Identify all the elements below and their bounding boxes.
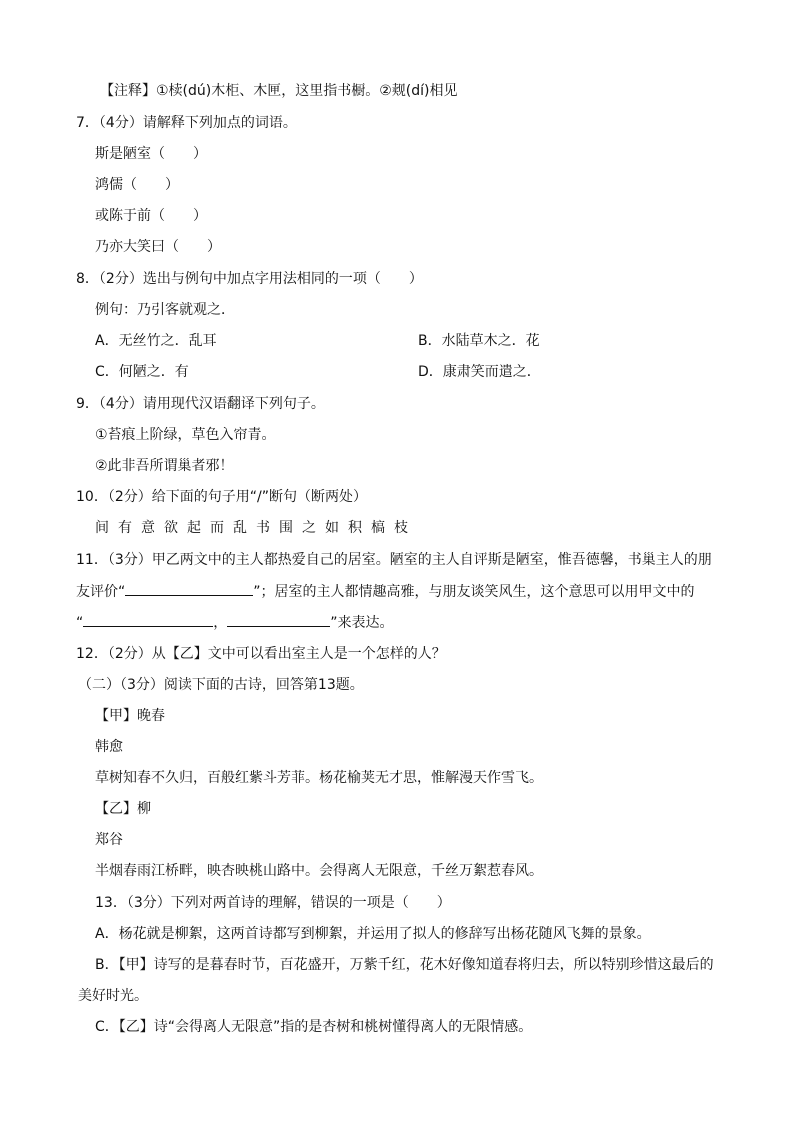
q12-title: 12．（2分）从【乙】文中可以看出室主人是一个怎样的人？	[76, 646, 446, 662]
q7-item: 或陈于前（ ）	[95, 208, 207, 224]
q11-text: “	[76, 615, 84, 631]
q7-item: 斯是陋室（ ）	[95, 146, 207, 162]
poem1-author: 韩愈	[95, 739, 123, 755]
q10-sentence: 间有意欲起而乱书围之如积槁枝	[95, 520, 417, 536]
answer-blank[interactable]	[125, 582, 253, 596]
q8-option-c: C．何陋之．有	[95, 364, 189, 380]
annotation-note: 【注释】①椟(dú)木柜、木匣，这里指书橱。②觌(dí)相见	[100, 83, 458, 99]
q13-title: 13．（3分）下列对两首诗的理解，错误的一项是（ ）	[95, 895, 451, 911]
q8-option-b: B．水陆草木之．花	[418, 333, 540, 349]
q13-option-b: B．【甲】诗写的是暮春时节，百花盛开，万紫千红，花木好像知道春将归去，所以特别珍惜这最后的	[95, 957, 714, 973]
q13-option-a: A．杨花就是柳絮，这两首诗都写到柳絮，并运用了拟人的修辞写出杨花随风飞舞的景象。	[95, 926, 651, 942]
poem1-label: 【甲】晚春	[95, 708, 165, 724]
poem2-author: 郑谷	[95, 832, 123, 848]
q7-item: 鸿儒（ ）	[95, 177, 179, 193]
q9-item: ①苔痕上阶绿，草色入帘青。	[95, 427, 276, 443]
poem2-label: 【乙】柳	[95, 801, 151, 817]
q8-example: 例句：乃引客就观之．	[95, 302, 235, 318]
answer-blank[interactable]	[83, 613, 213, 627]
q8-option-a: A．无丝竹之．乱耳	[95, 333, 217, 349]
q9-item: ②此非吾所谓巢者邪！	[95, 458, 234, 474]
q10-title: 10．（2分）给下面的句子用“/”断句（断两处）	[76, 489, 367, 505]
q13-option-b-cont: 美好时光。	[78, 988, 148, 1004]
q11-line2	[76, 582, 695, 601]
q7-title: 7．（4分）请解释下列加点的词语。	[76, 115, 297, 131]
q11-text: ”来表达。	[330, 615, 394, 631]
poem2-text: 半烟春雨江桥畔，映杏映桃山路中。会得离人无限意，千丝万絮惹春风。	[95, 863, 543, 879]
poem1-text: 草树知春不久归，百般红紫斗芳菲。杨花榆荚无才思，惟解漫天作雪飞。	[95, 770, 543, 786]
q11-text: ，	[213, 615, 228, 631]
answer-blank[interactable]	[227, 613, 330, 627]
q7-item: 乃亦大笑曰（ ）	[95, 239, 221, 255]
q8-title: 8．（2分）选出与例句中加点字用法相同的一项（ ）	[76, 271, 423, 287]
section-heading: （二）（3分）阅读下面的古诗，回答第13题。	[78, 677, 364, 693]
q11-line1: 11．（3分）甲乙两文中的主人都热爱自己的居室。陋室的主人自评斯是陋室，惟吾德馨，书巢主人的朋	[76, 552, 712, 568]
q8-option-d: D．康肃笑而遣之．	[418, 364, 541, 380]
q11-text: 友评价“	[76, 584, 126, 600]
q13-option-c: C．【乙】诗“会得离人无限意”指的是杏树和桃树懂得离人的无限情感。	[95, 1019, 533, 1035]
q11-text: ”；居室的主人都情趣高雅，与朋友谈笑风生，这个意思可以用甲文中的	[253, 584, 695, 600]
q11-line3	[76, 613, 394, 632]
q9-title: 9．（4分）请用现代汉语翻译下列句子。	[76, 396, 325, 412]
